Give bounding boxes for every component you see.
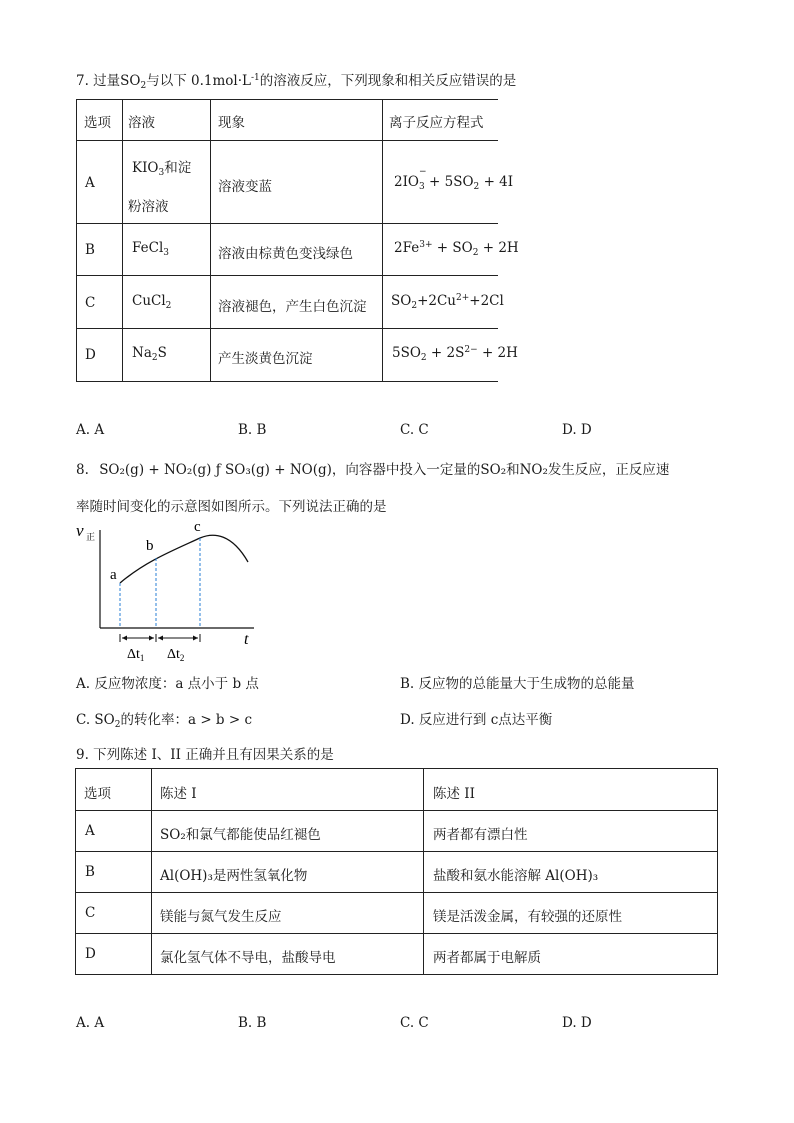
q7-row-d-equation: $5SO_2 + 2S^{2-} + 2H$ xyxy=(392,345,518,363)
q9-row-b-statement-1: Al(OH)₃是两性氢氧化物 xyxy=(160,868,308,884)
q7-row-b-equation: $2Fe^{3+} + SO_2 + 2H$ xyxy=(394,240,519,258)
q7-row-b-solution: FeCl$_3$ xyxy=(132,240,169,258)
q7-choice-b[interactable]: B. B xyxy=(238,422,267,438)
q9-row-d-statement-2: 两者都属于电解质 xyxy=(433,950,541,966)
q7-header-solution: 溶液 xyxy=(128,115,155,131)
q9-header-statement-1: 陈述 I xyxy=(160,786,197,802)
q7-row-b-phenomenon: 溶液由棕黄色变浅绿色 xyxy=(218,246,353,262)
q9-row-c-statement-1: 镁能与氮气发生反应 xyxy=(160,909,282,925)
q9-row-a-option: A xyxy=(85,823,95,839)
y-axis-label: v xyxy=(76,521,84,540)
q7-choice-a[interactable]: A. A xyxy=(76,422,105,438)
q7-row-c-solution: CuCl$_2$ xyxy=(132,293,172,311)
q7-row-a-equation: 2IO − $_3 + 5SO_2 + 4I$ xyxy=(394,167,514,192)
q7-row-d-phenomenon: 产生淡黄色沉淀 xyxy=(218,351,313,367)
q9-row-a-statement-2: 两者都有漂白性 xyxy=(433,827,528,843)
x-axis-label: t xyxy=(244,631,249,648)
q9-choice-a[interactable]: A. A xyxy=(76,1015,105,1031)
q8-choice-c[interactable]: C. $SO_2$的转化率：a > b > c xyxy=(76,712,253,730)
q8-choice-b[interactable]: B. 反应物的总能量大于生成物的总能量 xyxy=(400,676,635,692)
q7-row-d-option: D xyxy=(85,347,96,363)
interval-2-label: $\Delta t_2$ xyxy=(167,647,185,663)
q7-choice-d[interactable]: D. D xyxy=(562,422,592,438)
q8-rate-graph xyxy=(74,516,274,666)
point-label-b: b xyxy=(146,538,154,554)
q7-row-c-equation: $SO_2+2Cu^{2+}+2Cl$ xyxy=(391,293,504,311)
q9-row-b-statement-2: 盐酸和氨水能溶解 Al(OH)₃ xyxy=(433,868,599,884)
point-label-c: c xyxy=(194,519,201,535)
point-label-a: a xyxy=(110,567,117,583)
q9-row-a-statement-1: SO₂和氯气都能使品红褪色 xyxy=(160,827,321,843)
q9-stem: 9. 下列陈述 I、II 正确并且有因果关系的是 xyxy=(76,747,334,763)
q9-choice-b[interactable]: B. B xyxy=(238,1015,267,1031)
y-axis-label-sub: 正 xyxy=(86,532,96,542)
q7-row-c-option: C xyxy=(85,295,96,311)
q9-row-c-statement-2: 镁是活泼金属，有较强的还原性 xyxy=(433,909,622,925)
q7-row-a-phenomenon: 溶液变蓝 xyxy=(218,179,272,195)
so2-formula: $SO_2$ xyxy=(120,73,147,91)
q8-stem-line2: 率随时间变化的示意图如图所示。下列说法正确的是 xyxy=(76,499,387,515)
q7-header-phenomenon: 现象 xyxy=(218,115,245,131)
q7-table xyxy=(76,99,519,382)
q8-reaction-equation: SO₂(g) + NO₂(g) ƒ SO₃(g) + NO(g) xyxy=(99,462,332,478)
q7-header-equation: 离子反应方程式 xyxy=(389,115,484,131)
q9-header-statement-2: 陈述 II xyxy=(433,786,475,802)
q9-header-option: 选项 xyxy=(84,786,111,802)
interval-1-label: $\Delta t_1$ xyxy=(127,647,145,663)
q7-row-d-solution: $Na_2S$ xyxy=(132,345,167,363)
q7-row-b-option: B xyxy=(85,242,95,258)
q9-row-d-statement-1: 氯化氢气体不导电，盐酸导电 xyxy=(160,950,336,966)
q7-row-a-solution-line2: 粉溶液 xyxy=(128,199,169,215)
q9-row-c-option: C xyxy=(85,905,96,921)
q7-row-a-option: A xyxy=(85,175,95,191)
q9-choice-d[interactable]: D. D xyxy=(562,1015,592,1031)
q7-row-a-solution: $KIO_3$和淀 xyxy=(132,160,192,178)
q8-choice-d[interactable]: D. 反应进行到 c点达平衡 xyxy=(400,712,553,728)
q9-row-d-option: D xyxy=(85,946,96,962)
q9-row-b-option: B xyxy=(85,864,95,880)
q9-table xyxy=(75,768,718,975)
q9-choice-c[interactable]: C. C xyxy=(400,1015,429,1031)
q7-header-option: 选项 xyxy=(84,115,111,131)
concentration: $0.1mol\cdot L^{-1}$ xyxy=(191,73,260,89)
q7-row-c-phenomenon: 溶液褪色，产生白色沉淀 xyxy=(218,299,367,315)
q8-choice-a[interactable]: A. 反应物浓度：a 点小于 b 点 xyxy=(76,676,259,692)
rate-curve xyxy=(120,535,248,583)
q7-stem: 7. 过量$SO_2$与以下 $0.1mol\cdot L^{-1}$的溶液反应，下列现象和相关反应错误的是 xyxy=(76,73,517,91)
q7-choice-c[interactable]: C. C xyxy=(400,422,429,438)
q8-stem-line1: 8. SO₂(g) + NO₂(g) ƒ SO₃(g) + NO(g)，向容器中投入一定量的SO₂和NO₂发生反应，正反应速 xyxy=(76,462,670,478)
